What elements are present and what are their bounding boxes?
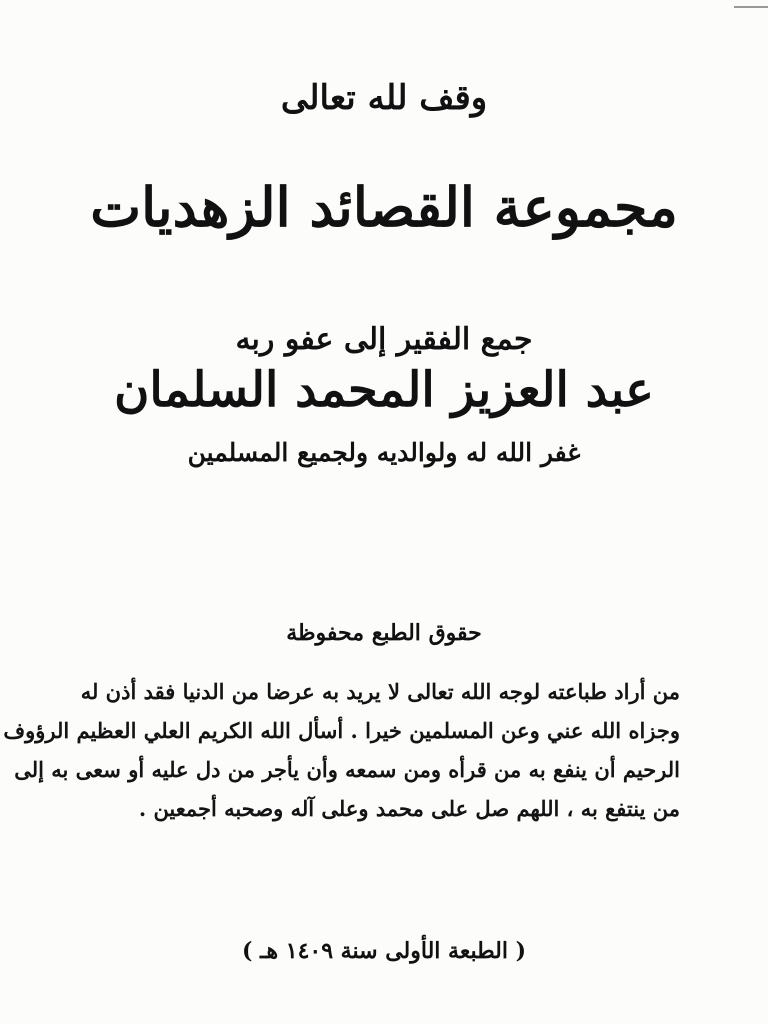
copyright-heading: حقوق الطبع محفوظة xyxy=(286,620,482,646)
scan-edge-mark xyxy=(734,6,768,8)
notice-line-1: من أراد طباعته لوجه الله تعالى لا يريد به عرضا من الدنيا فقد أذن له xyxy=(80,679,680,704)
book-title: مجموعة القصائد الزهديات xyxy=(90,175,678,239)
edition-line: ( الطبعة الأولى سنة ١٤٠٩ هـ ) xyxy=(241,938,527,964)
notice-line-3: الرحيم أن ينفع به من قرأه ومن سمعه وأن يأجر من دل عليه أو سعى به إلى xyxy=(14,757,680,782)
notice-line-4: من ينتفع به ، اللهم صل على محمد وعلى آله وصحبه أجمعين . xyxy=(138,796,680,821)
compiler-prefix: جمع الفقير إلى عفو ربه xyxy=(235,322,533,357)
author-name: عبد العزيز المحمد السلمان xyxy=(114,362,654,418)
author-dua: غفر الله له ولوالديه ولجميع المسلمين xyxy=(187,438,581,467)
waqf-heading: وقف لله تعالى xyxy=(280,78,488,118)
permission-notice xyxy=(3,672,680,828)
notice-line-2: وجزاه الله عني وعن المسلمين خيرا . أسأل الله الكريم العلي العظيم الرؤوف xyxy=(3,718,680,743)
